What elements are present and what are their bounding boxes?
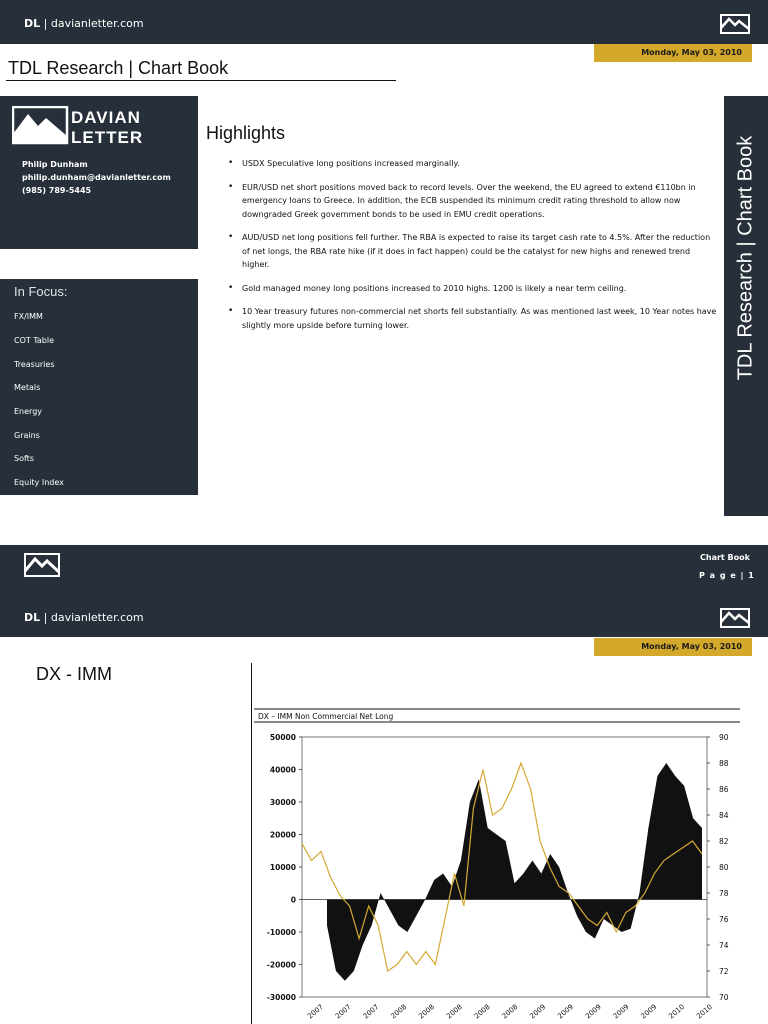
mountain-logo-icon — [720, 14, 750, 34]
date-badge: Monday, May 03, 2010 — [594, 44, 752, 62]
footer-label: Chart Book — [700, 553, 750, 562]
y-right-tick-label: 90 — [719, 733, 729, 742]
contact-block — [22, 158, 171, 197]
title-rule — [6, 80, 396, 81]
x-tick-label: 2010 — [695, 1002, 714, 1021]
x-tick-label: 2007 — [361, 1002, 381, 1021]
x-tick-label: 2008 — [389, 1002, 409, 1021]
y-right-tick-label: 82 — [719, 837, 729, 846]
brand-site: davianletter.com — [50, 17, 144, 30]
focus-item-metals[interactable]: Metals — [14, 383, 41, 392]
page2-title: DX - IMM — [36, 664, 112, 684]
chart-title: DX – IMM Non Commercial Net Long — [258, 712, 394, 721]
focus-item-equity-index[interactable]: Equity Index — [14, 478, 64, 487]
y-left-tick-label: 20000 — [269, 830, 296, 840]
y-left-tick-label: -20000 — [266, 960, 296, 970]
footer-bar — [0, 545, 768, 591]
contact-name: Philip Dunham — [22, 160, 88, 169]
y-right-tick-label: 86 — [719, 785, 729, 794]
highlights-list — [228, 157, 718, 342]
highlight-bullet: • Gold managed money long positions increased to 2010 highs. 1200 is likely a near term ceiling. — [228, 282, 718, 296]
brand-bold: DL — [24, 17, 41, 30]
y-right-tick-label: 76 — [719, 915, 729, 924]
focus-item-softs[interactable]: Softs — [14, 454, 34, 463]
y-left-tick-label: 0 — [290, 895, 296, 905]
x-tick-label: 2009 — [611, 1002, 631, 1021]
davian-letter-logo — [12, 106, 167, 146]
focus-item-treasuries[interactable]: Treasuries — [14, 360, 55, 369]
y-left-tick-label: 30000 — [269, 798, 296, 807]
y-right-tick-label: 88 — [719, 759, 729, 768]
highlights-heading: Highlights — [206, 123, 286, 143]
x-tick-label: 2008 — [417, 1002, 437, 1021]
y-left-tick-label: 10000 — [269, 863, 296, 872]
brand-separator: | — [43, 611, 48, 624]
y-right-tick-label: 74 — [719, 941, 729, 950]
x-tick-label: 2008 — [472, 1002, 492, 1021]
y-right-tick-label: 70 — [719, 993, 729, 1002]
date-badge: Monday, May 03, 2010 — [594, 638, 752, 656]
y-left-tick-label: -30000 — [266, 993, 296, 1002]
x-tick-label: 2009 — [556, 1002, 576, 1021]
dx-imm-chart — [252, 700, 742, 1024]
y-right-tick-label: 72 — [719, 967, 729, 976]
x-tick-label: 2009 — [584, 1002, 603, 1021]
focus-item-cot-table[interactable]: COT Table — [14, 336, 54, 345]
contact-email[interactable]: philip.dunham@davianletter.com — [22, 173, 171, 182]
mountain-logo-icon — [24, 553, 60, 577]
highlight-bullet: • USDX Speculative long positions increased marginally. — [228, 157, 718, 171]
brand-separator: | — [43, 17, 48, 30]
brand-bold: DL — [24, 611, 41, 624]
x-tick-label: 2007 — [333, 1002, 353, 1021]
logo-line1: DAVIAN — [71, 108, 141, 127]
focus-item-energy[interactable]: Energy — [14, 407, 43, 416]
logo-line2: LETTER — [71, 128, 144, 146]
focus-item-fx-imm[interactable]: FX/IMM — [14, 312, 43, 321]
x-tick-label: 2007 — [306, 1002, 325, 1021]
x-tick-label: 2009 — [528, 1002, 548, 1021]
mountain-logo-icon — [720, 608, 750, 628]
highlight-bullet: • AUD/USD net long positions fell further. The RBA is expected to raise its target cash rate to 4.5%. After the reduction of net longs, the RBA rate hike (if it does in fact happen) could be the catalyst for new highs and renewed trend higher. — [228, 231, 718, 272]
focus-item-grains[interactable]: Grains — [14, 431, 40, 440]
contact-phone: (985) 789-5445 — [22, 186, 92, 195]
y-left-tick-label: 40000 — [269, 765, 296, 775]
page-number: P a g e | 1 — [699, 571, 755, 580]
document-title: TDL Research | Chart Book — [8, 58, 229, 78]
highlight-bullet: • EUR/USD net short positions moved back to record levels. Over the weekend, the EU agreed to extend €110bn in emergency loans to Greece. In addition, the ECB suspended its minimum credit rating threshold to allow now downgraded Greek government bonds to be used in EMU credit operations. — [228, 181, 718, 222]
x-tick-label: 2008 — [445, 1002, 464, 1021]
brand-text[interactable] — [24, 611, 144, 624]
x-tick-label: 2009 — [639, 1002, 659, 1021]
x-tick-label: 2010 — [667, 1002, 687, 1021]
y-right-tick-label: 80 — [719, 863, 729, 872]
y-left-tick-label: 50000 — [269, 733, 296, 742]
brand-site: davianletter.com — [50, 611, 144, 624]
y-right-tick-label: 78 — [719, 889, 729, 898]
y-left-tick-label: -10000 — [266, 928, 296, 937]
in-focus-title: In Focus: — [14, 284, 68, 299]
highlight-bullet: • 10 Year treasury futures non-commercial net shorts fell substantially. As was mentioned last week, 10 Year notes have slightly more upside before turning lower. — [228, 305, 718, 332]
x-tick-label: 2008 — [500, 1002, 520, 1021]
y-right-tick-label: 84 — [719, 811, 729, 820]
side-tab-text: TDL Research | Chart Book — [734, 135, 757, 381]
brand-text[interactable] — [24, 17, 144, 30]
